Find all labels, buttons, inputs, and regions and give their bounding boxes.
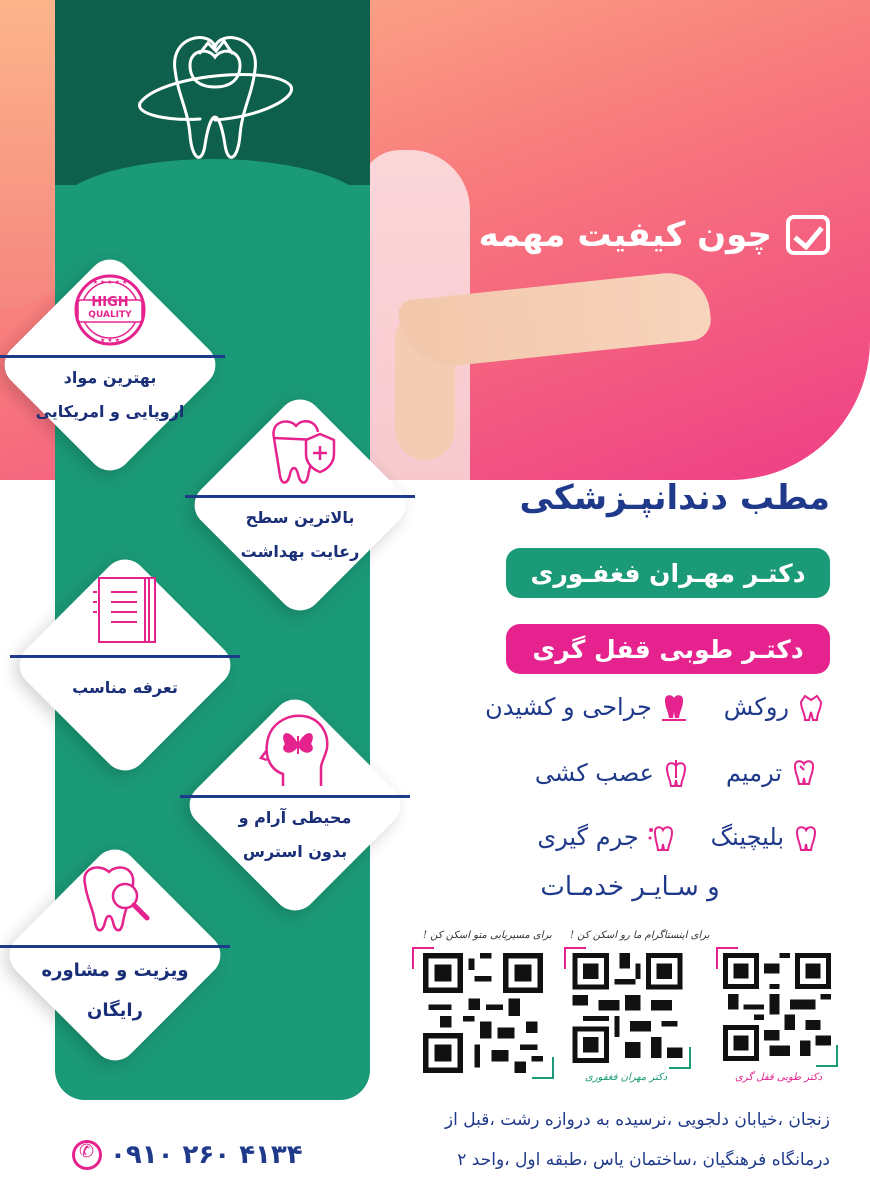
service-label: جرم گیری [537,823,639,851]
svg-text:★ ★ ★ ★ ★: ★ ★ ★ ★ ★ [92,279,128,286]
card-line-1: بهترین مواد [63,368,157,387]
card-divider [185,495,415,498]
qr-frame-corner [532,1057,554,1079]
service-whitening [711,822,820,852]
other-services-text: و سـایـر خدمـات [540,872,720,902]
card-line-2: بدون استرس [242,842,348,861]
service-label: جراحی و کشیدن [485,693,652,721]
qr-code-instagram-dr-faghfouri[interactable] [570,953,685,1063]
tooth-logo-icon [130,25,300,170]
price-list-icon [85,570,165,650]
qr-pattern-icon [418,953,548,1073]
doctor-1-badge: دکتـر مهـران فغفـوری [506,548,830,598]
slogan [420,210,830,260]
tooth-shield-icon [260,410,340,490]
address-block [350,1100,830,1180]
card-line-2: رایگان [87,1000,143,1021]
card-divider [0,945,230,948]
qr-caption-instagram: برای اینستاگرام ما رو اسکن کن ! [570,930,710,941]
card-line-1: بالاترین سطح [245,508,355,527]
filling-tooth-icon [790,758,818,788]
qr-pattern-icon [570,953,685,1063]
qr-caption-dr-ghofl-gari: دکتر طوبی قفل گری [735,1072,823,1083]
slogan-text: چون کیفیت مهمه [478,215,772,255]
root-canal-tooth-icon [662,758,690,788]
svg-text:★ ★ ★: ★ ★ ★ [100,337,120,344]
qr-frame-corner [669,1047,691,1069]
services-row-1 [485,692,825,722]
qr-caption-dr-faghfouri: دکتر مهران فغفوری [585,1072,668,1083]
service-label: بلیچینگ [710,823,784,851]
card-line-2: رعایت بهداشت [240,542,360,561]
address-line-1: زنجان ،خیابان دلجویی ،نرسیده به دروازه رشت ،قبل از [444,1110,830,1130]
qr-frame-corner [412,947,434,969]
service-scaling [537,822,674,852]
whitening-tooth-icon [792,822,820,852]
phone-icon [72,1140,102,1170]
card-line-1: ویزیت و مشاوره [41,960,189,981]
service-extraction [485,692,688,722]
crown-tooth-icon [797,692,825,722]
card-divider [10,655,240,658]
service-root-canal [535,758,690,788]
services-row-3 [537,822,820,852]
card-line-2: اروپایی و امریکایی [35,402,185,421]
card-divider [0,355,225,358]
service-filling [726,758,818,788]
qr-code-directions[interactable] [418,953,548,1073]
seal-bottom-text: QUALITY [88,310,132,320]
svg-text:✦: ✦ [803,825,810,834]
services-row-2 [535,758,818,788]
phone-number-text: ۰۹۱۰ ۲۶۰ ۴۱۳۴ [110,1140,303,1170]
scaling-tooth-icon [647,822,675,852]
qr-frame-corner [564,947,586,969]
clinic-title: مطب دندانپـزشکی [519,478,830,518]
card-divider [180,795,410,798]
service-label: ترمیم [726,759,782,787]
tooth-search-icon [75,860,155,940]
high-quality-seal-icon [70,270,150,350]
qr-frame-corner [716,947,738,969]
phone-number[interactable] [72,1140,303,1170]
calm-mind-icon [255,710,335,790]
feature-card-free-visit [0,840,230,1070]
service-crown [724,692,825,722]
checkbox-check-icon [786,215,830,255]
qr-frame-corner [816,1045,838,1067]
service-label: عصب کشی [534,759,654,787]
service-label: روکش [723,693,789,721]
qr-caption-directions: برای مسیریابی متو اسکن کن ! [423,930,552,941]
doctor-2-badge: دکتـر طوبی قفل گری [506,624,830,674]
extraction-tooth-icon [660,692,688,722]
seal-top-text: HIGH [91,295,129,310]
qr-code-instagram-dr-ghofl-gari[interactable] [722,953,832,1061]
address-line-2: درمانگاه فرهنگیان ،ساختمان یاس ،طبقه اول ،واحد ۲ [457,1150,830,1170]
card-line-1: محیطی آرام و [238,808,352,827]
card-line-1: تعرفه مناسب [72,678,178,697]
